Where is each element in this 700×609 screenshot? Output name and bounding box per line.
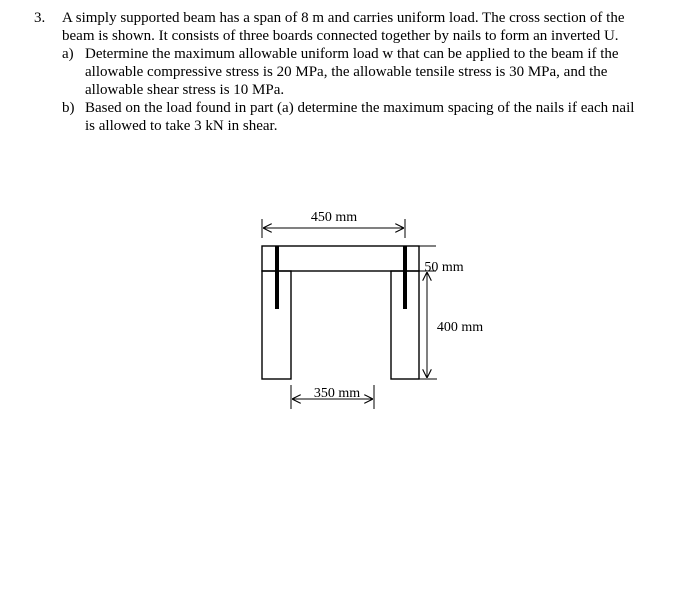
beam-section	[262, 246, 419, 379]
part-b-letter: b)	[62, 100, 75, 116]
nails	[277, 246, 405, 309]
problem-number: 3.	[34, 10, 46, 26]
top-flange-board	[262, 246, 419, 271]
dim-web-height	[419, 287, 437, 379]
part-a-letter: a)	[62, 46, 74, 62]
dim-top-width-label: 450 mm	[310, 210, 358, 225]
dim-flange-thickness-label: 50 mm	[424, 260, 464, 275]
part-b-line-2: is allowed to take 3 kN in shear.	[85, 118, 278, 134]
part-b-line-1: Based on the load found in part (a) determine the maximum spacing of the nails if each nail	[85, 100, 635, 116]
stem-line-1: A simply supported beam has a span of 8 m and carries uniform load. The cross section of the	[62, 10, 625, 26]
stem-line-2: beam is shown. It consists of three boards connected together by nails to form an inverted U.	[62, 28, 619, 44]
part-a-line-3: allowable shear stress is 10 MPa.	[85, 82, 285, 98]
dim-web-height-label: 400 mm	[436, 320, 484, 335]
part-a-line-1: Determine the maximum allowable uniform load w that can be applied to the beam if the	[85, 46, 619, 62]
part-a-line-2: allowable compressive stress is 20 MPa, the allowable tensile stress is 30 MPa, and the	[85, 64, 608, 80]
dim-inner-width-label: 350 mm	[313, 386, 361, 401]
